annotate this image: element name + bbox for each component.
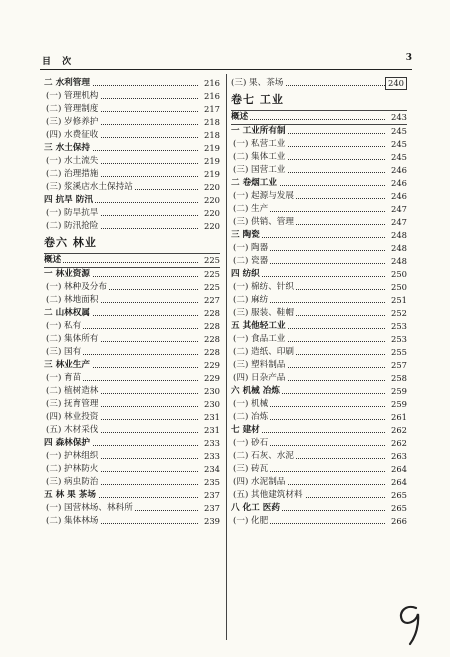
toc-entry-page: 257: [391, 360, 407, 370]
toc-entry-label: (三) 砖瓦: [233, 464, 269, 474]
toc-entry-page: 248: [391, 243, 407, 253]
leader-dots: [44, 262, 198, 263]
toc-entry-label: (一) 护林组织: [46, 451, 99, 461]
toc-entry-page: 258: [391, 373, 407, 383]
toc-entry: [44, 424, 220, 437]
toc-entry-page: 252: [391, 308, 407, 318]
toc-entry-page: 240: [385, 77, 407, 90]
toc-entry-page: 216: [204, 91, 220, 101]
toc-left-column: [44, 77, 220, 528]
toc-entry-page: 225: [204, 282, 220, 292]
toc-entry-label: 卷七 工业: [231, 93, 284, 106]
header-title: 目 次: [42, 57, 76, 67]
toc-entry: [231, 437, 407, 450]
toc-entry-page: 246: [391, 165, 407, 175]
toc-entry: [44, 168, 220, 181]
toc-entry: [44, 268, 220, 281]
toc-entry: [231, 450, 407, 463]
toc-entry-label: (三) 服装、鞋帽: [233, 308, 294, 318]
toc-entry-label: (一) 陶器: [233, 243, 269, 253]
toc-entry: [44, 333, 220, 346]
toc-entry: [231, 320, 407, 333]
toc-entry-page: 217: [204, 104, 220, 114]
toc-entry-label: (四) 水泥制品: [233, 477, 286, 487]
toc-entry-page: 218: [204, 117, 220, 127]
toc-entry: [44, 346, 220, 359]
toc-entry: [231, 398, 407, 411]
toc-entry: [44, 372, 220, 385]
toc-entry: [44, 155, 220, 168]
leader-dots: [231, 119, 385, 120]
toc-entry-label: (一) 防旱抗旱: [46, 208, 99, 218]
header-page-number: 3: [405, 53, 412, 63]
toc-entry-page: 234: [204, 464, 220, 474]
toc-entry-label: (二) 治理措施: [46, 169, 99, 179]
toc-entry-label: (二) 冶炼: [233, 412, 269, 422]
toc-entry-label: (三) 果、茶场: [231, 78, 284, 88]
toc-entry: [44, 463, 220, 476]
toc-entry-page: 246: [391, 178, 407, 188]
toc-entry-page: 237: [204, 490, 220, 500]
toc-entry-page: 259: [391, 386, 407, 396]
toc-entry-page: 250: [391, 282, 407, 292]
toc-entry-page: 239: [204, 516, 220, 526]
toc-entry-label: (一) 育苗: [46, 373, 82, 383]
toc-entry-page: 220: [204, 208, 220, 218]
toc-entry: [231, 125, 407, 138]
toc-entry-label: (二) 林地面积: [46, 295, 99, 305]
toc-entry-label: (三) 岁修养护: [46, 117, 99, 127]
toc-entry-label: (二) 造纸、印刷: [233, 347, 294, 357]
toc-entry-page: 220: [204, 182, 220, 192]
toc-entry: [231, 151, 407, 164]
toc-entry-label: 一 工业所有制: [231, 126, 286, 136]
toc-entry-page: 233: [204, 451, 220, 461]
toc-entry-label: 三 水土保持: [44, 143, 90, 153]
handwritten-page-mark: [392, 602, 428, 648]
toc-entry-label: (二) 集体林场: [46, 516, 99, 526]
toc-entry: [44, 437, 220, 450]
toc-entry-label: 三 林业生产: [44, 360, 90, 370]
toc-entry-page: 265: [391, 490, 407, 500]
toc-entry: [44, 359, 220, 372]
toc-entry-page: 225: [204, 269, 220, 279]
toc-entry: [44, 294, 220, 307]
toc-entry: [231, 333, 407, 346]
toc-entry-label: 二 山林权属: [44, 308, 90, 318]
toc-entry-page: 219: [204, 169, 220, 179]
toc-entry-page: 228: [204, 308, 220, 318]
toc-entry-label: (一) 食品工业: [233, 334, 286, 344]
toc-entry-page: 216: [204, 78, 220, 88]
toc-entry-page: 262: [391, 425, 407, 435]
toc-entry-page: 245: [391, 152, 407, 162]
toc-entry: [231, 294, 407, 307]
toc-entry: [44, 233, 220, 253]
toc-entry-label: (一) 水土流失: [46, 156, 99, 166]
toc-entry-label: (一) 机械: [233, 399, 269, 409]
toc-entry: [231, 268, 407, 281]
toc-entry-label: (三) 供销、管理: [233, 217, 294, 227]
toc-entry-label: 七 建材: [231, 425, 260, 435]
toc-entry-page: 225: [204, 255, 220, 265]
toc-entry-page: 266: [391, 516, 407, 526]
toc-entry: [44, 320, 220, 333]
toc-entry-page: 231: [204, 412, 220, 422]
toc-entry: [231, 385, 407, 398]
column-divider: [226, 74, 227, 640]
toc-entry-label: (一) 化肥: [233, 516, 269, 526]
toc-entry-label: 四 森林保护: [44, 438, 90, 448]
toc-entry-label: (一) 管理机构: [46, 91, 99, 101]
toc-entry-label: (二) 护林防火: [46, 464, 99, 474]
toc-entry-label: (三) 塑料制品: [233, 360, 286, 370]
toc-entry-label: (二) 生产: [233, 204, 269, 214]
toc-entry-page: 228: [204, 321, 220, 331]
toc-entry-label: (五) 木材采伐: [46, 425, 99, 435]
toc-entry-page: 253: [391, 334, 407, 344]
toc-entry: [231, 90, 407, 110]
toc-right-column: [231, 77, 407, 528]
toc-entry-page: 218: [204, 130, 220, 140]
page-header: [40, 52, 412, 68]
toc-entry: [44, 398, 220, 411]
toc-entry: [231, 255, 407, 268]
toc-entry: [231, 138, 407, 151]
toc-entry: [231, 216, 407, 229]
toc-entry-label: (二) 管理制度: [46, 104, 99, 114]
toc-entry-page: 219: [204, 143, 220, 153]
toc-entry: [44, 281, 220, 294]
toc-entry-page: 219: [204, 156, 220, 166]
toc-entry-label: 概述: [44, 255, 62, 265]
toc-entry-label: (二) 麻纺: [233, 295, 269, 305]
toc-entry-label: 三 陶瓷: [231, 230, 260, 240]
toc-entry-label: (二) 防汛抢险: [46, 221, 99, 231]
toc-entry-label: (一) 林种及分布: [46, 282, 107, 292]
toc-entry-page: 229: [204, 360, 220, 370]
toc-entry: [44, 476, 220, 489]
toc-entry-page: 230: [204, 386, 220, 396]
toc-entry-label: (二) 石灰、水泥: [233, 451, 294, 461]
toc-entry: [231, 372, 407, 385]
toc-entry-label: (三) 国有: [46, 347, 82, 357]
toc-entry-label: (一) 国营林场、林科所: [46, 503, 133, 513]
toc-entry-label: (三) 抚育管理: [46, 399, 99, 409]
toc-entry-page: 248: [391, 230, 407, 240]
toc-entry-page: 237: [204, 503, 220, 513]
toc-entry: [44, 450, 220, 463]
toc-entry: [44, 129, 220, 142]
toc-entry-label: 卷六 林业: [44, 236, 97, 249]
toc-entry: [231, 489, 407, 502]
toc-entry: [44, 207, 220, 220]
toc-entry-page: 230: [204, 399, 220, 409]
toc-entry: [44, 194, 220, 207]
toc-entry-label: 二 水利管理: [44, 78, 90, 88]
toc-entry-page: 227: [204, 295, 220, 305]
toc-entry: [231, 229, 407, 242]
toc-entry-label: 四 抗旱 防汛: [44, 195, 93, 205]
toc-entry-label: 四 纺织: [231, 269, 260, 279]
toc-entry: [231, 281, 407, 294]
toc-entry: [231, 346, 407, 359]
header-rule: [40, 69, 412, 70]
toc-entry: [231, 359, 407, 372]
toc-entry: [231, 411, 407, 424]
toc-entry: [44, 253, 220, 268]
toc-entry-page: 245: [391, 139, 407, 149]
toc-entry-label: 八 化工 医药: [231, 503, 280, 513]
toc-entry-label: (二) 瓷器: [233, 256, 269, 266]
toc-entry: [231, 476, 407, 489]
toc-entry-page: 255: [391, 347, 407, 357]
toc-entry: [44, 90, 220, 103]
toc-entry-page: 264: [391, 477, 407, 487]
toc-entry-label: (一) 私有: [46, 321, 82, 331]
toc-entry: [44, 220, 220, 233]
toc-entry-label: (三) 浆溪店水土保持站: [46, 182, 133, 192]
toc-entry-page: 220: [204, 195, 220, 205]
toc-entry-page: 253: [391, 321, 407, 331]
toc-entry-page: 263: [391, 451, 407, 461]
toc-entry: [44, 116, 220, 129]
toc-entry-page: 233: [204, 438, 220, 448]
toc-entry-label: 五 其他轻工业: [231, 321, 286, 331]
toc-entry: [44, 502, 220, 515]
toc-entry: [44, 142, 220, 155]
toc-entry-page: 259: [391, 399, 407, 409]
toc-entry: [231, 77, 407, 90]
toc-entry-page: 251: [391, 295, 407, 305]
toc-entry-page: 245: [391, 126, 407, 136]
toc-entry-page: 262: [391, 438, 407, 448]
toc-entry: [44, 181, 220, 194]
toc-entry-label: (一) 起源与发展: [233, 191, 294, 201]
toc-entry: [231, 424, 407, 437]
toc-entry: [231, 110, 407, 125]
toc-entry-label: (一) 私营工业: [233, 139, 286, 149]
toc-entry-page: 265: [391, 503, 407, 513]
toc-entry-page: 261: [391, 412, 407, 422]
toc-entry: [231, 307, 407, 320]
toc-entry: [231, 203, 407, 216]
toc-entry-label: (三) 国营工业: [233, 165, 286, 175]
toc-entry-page: 228: [204, 334, 220, 344]
toc-entry: [231, 463, 407, 476]
toc-entry-label: (四) 日杂产品: [233, 373, 286, 383]
toc-entry-label: (一) 棉纺、针织: [233, 282, 294, 292]
toc-entry-label: (四) 水费征收: [46, 130, 99, 140]
toc-entry-label: (二) 集体工业: [233, 152, 286, 162]
toc-entry: [44, 411, 220, 424]
toc-entry-label: 五 林 果 茶场: [44, 490, 96, 500]
toc-entry: [231, 515, 407, 528]
toc-entry-page: 235: [204, 477, 220, 487]
toc-entry: [44, 489, 220, 502]
toc-entry-label: (二) 集体所有: [46, 334, 99, 344]
toc-entry-page: 250: [391, 269, 407, 279]
toc-entry: [231, 190, 407, 203]
toc-entry-page: 229: [204, 373, 220, 383]
toc-entry-label: (四) 林业投资: [46, 412, 99, 422]
toc-entry-page: 220: [204, 221, 220, 231]
toc-entry: [231, 242, 407, 255]
toc-entry-page: 243: [391, 112, 407, 122]
toc-entry-label: (三) 病虫防治: [46, 477, 99, 487]
toc-entry: [231, 164, 407, 177]
toc-entry: [44, 307, 220, 320]
toc-entry-label: 概述: [231, 112, 249, 122]
toc-entry-page: 246: [391, 191, 407, 201]
toc-entry-label: (一) 砂石: [233, 438, 269, 448]
toc-entry-page: 247: [391, 217, 407, 227]
toc-entry-label: (五) 其他建筑材料: [233, 490, 303, 500]
toc-entry-page: 248: [391, 256, 407, 266]
toc-entry-page: 228: [204, 347, 220, 357]
toc-entry-label: 六 机械 冶炼: [231, 386, 280, 396]
toc-entry: [44, 103, 220, 116]
toc-entry-page: 231: [204, 425, 220, 435]
toc-entry: [44, 515, 220, 528]
toc-entry: [44, 385, 220, 398]
toc-entry-page: 247: [391, 204, 407, 214]
toc-entry: [231, 177, 407, 190]
toc-entry-page: 264: [391, 464, 407, 474]
toc-entry: [231, 502, 407, 515]
toc-entry-label: 二 卷烟工业: [231, 178, 277, 188]
toc-entry: [44, 77, 220, 90]
toc-entry-label: 一 林业资源: [44, 269, 90, 279]
toc-entry-label: (二) 植树造林: [46, 386, 99, 396]
